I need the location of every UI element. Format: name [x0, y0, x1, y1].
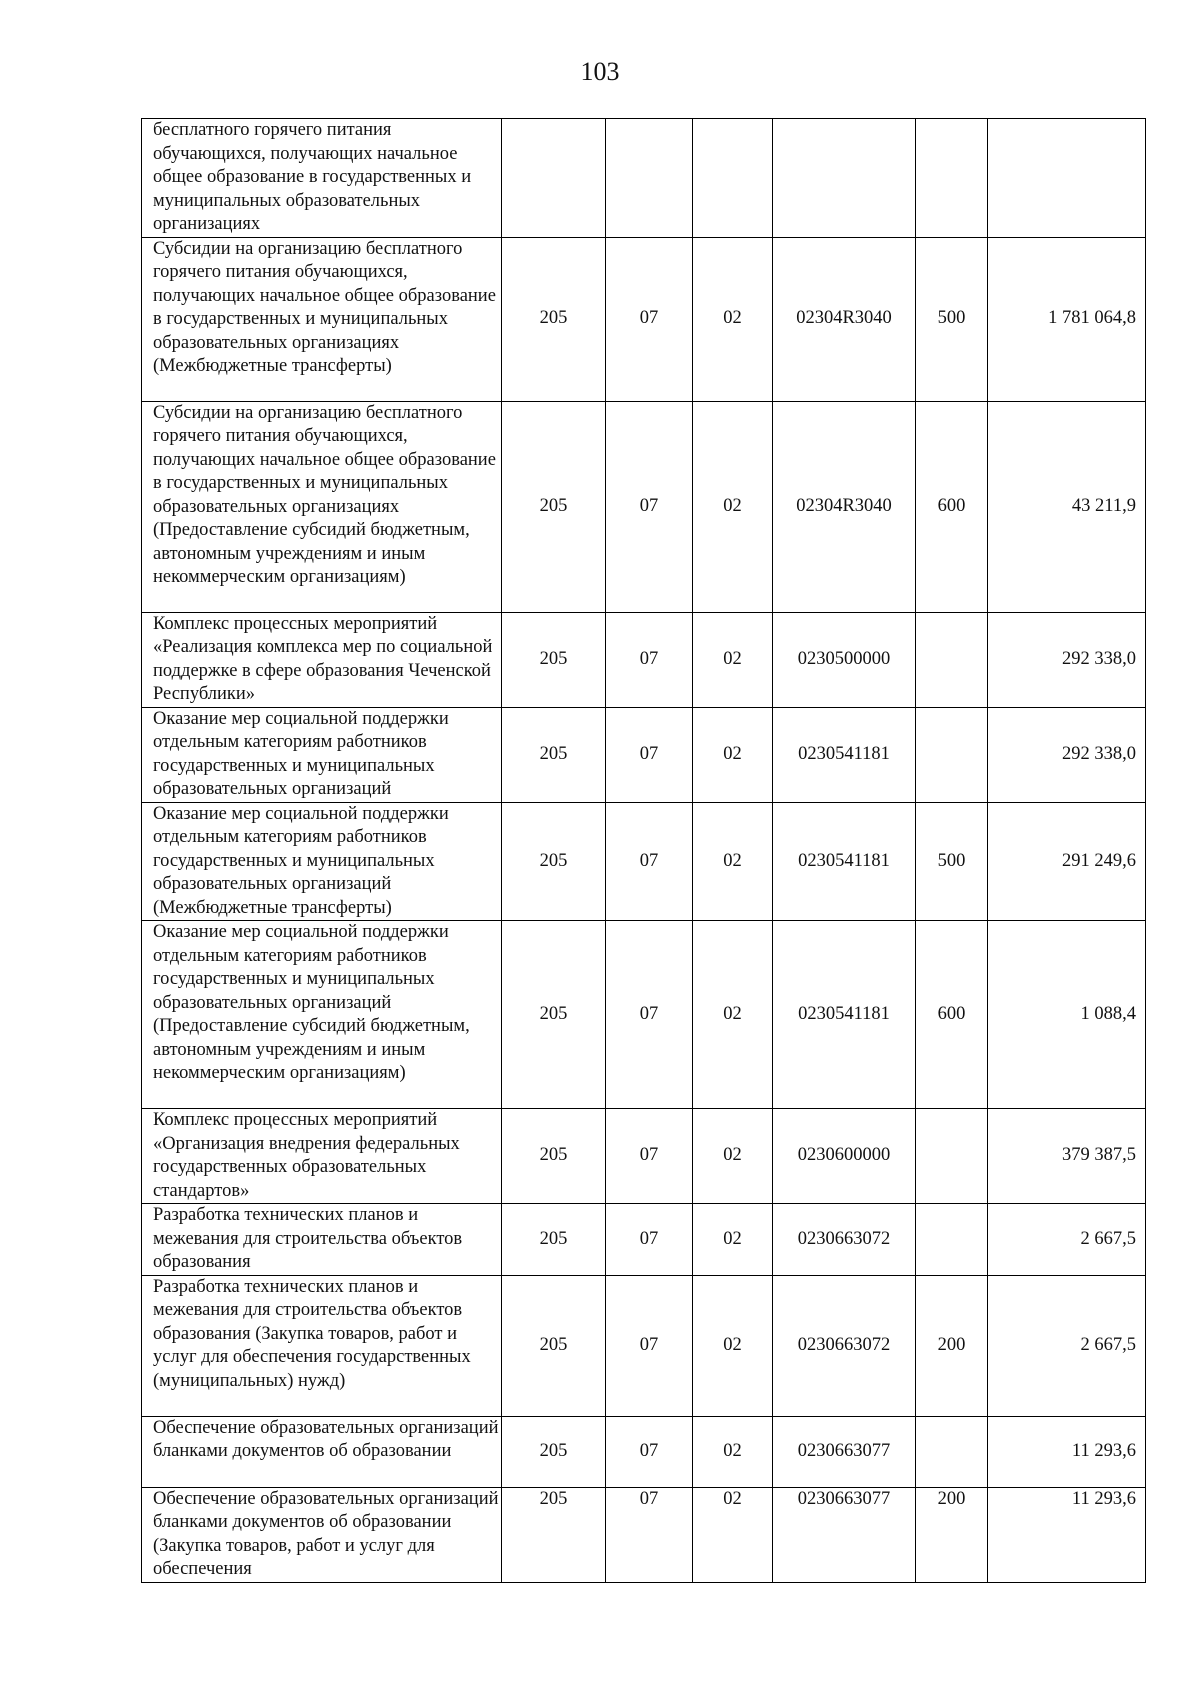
row-expense-type: 500: [916, 237, 988, 401]
row-amount: 2 667,5: [988, 1204, 1146, 1276]
row-amount: [988, 119, 1146, 238]
table-row: [142, 1204, 1146, 1276]
row-subsection: 02: [693, 1204, 773, 1276]
row-target-article: 0230663077: [773, 1487, 916, 1582]
row-target-article: 0230663072: [773, 1275, 916, 1416]
row-target-article: 0230500000: [773, 612, 916, 707]
row-expense-type: [916, 612, 988, 707]
row-amount: 291 249,6: [988, 802, 1146, 921]
row-target-article: 02304R3040: [773, 237, 916, 401]
row-section: 07: [606, 802, 693, 921]
row-amount: 11 293,6: [988, 1487, 1146, 1582]
table-row: [142, 237, 1146, 401]
row-subsection: [693, 119, 773, 238]
row-name: Субсидии на организацию бесплатного горячего питания обучающихся, получающих начальное общее образование в государственных и муниципальных образовательных организациях (Предоставление субсидий бюджетным, автономным учреждениям и иным некоммерческим организациям): [142, 401, 502, 612]
row-name: Оказание мер социальной поддержки отдельным категориям работников государственных и муниципальных образовательных организаций (Межбюджетные трансферты): [142, 802, 502, 921]
row-admin-code: 205: [502, 921, 606, 1109]
row-admin-code: 205: [502, 401, 606, 612]
row-expense-type: 500: [916, 802, 988, 921]
row-target-article: 0230600000: [773, 1109, 916, 1204]
table-row: [142, 119, 1146, 238]
row-expense-type: [916, 1204, 988, 1276]
row-subsection: 02: [693, 802, 773, 921]
row-name: Обеспечение образовательных организаций бланками документов об образовании: [142, 1416, 502, 1487]
row-target-article: 0230541181: [773, 921, 916, 1109]
row-subsection: 02: [693, 921, 773, 1109]
row-admin-code: 205: [502, 802, 606, 921]
row-subsection: 02: [693, 237, 773, 401]
row-expense-type: [916, 1416, 988, 1487]
row-subsection: 02: [693, 1275, 773, 1416]
row-subsection: 02: [693, 612, 773, 707]
row-subsection: 02: [693, 401, 773, 612]
row-name: Субсидии на организацию бесплатного горячего питания обучающихся, получающих начальное общее образование в государственных и муниципальных образовательных организациях (Межбюджетные трансферты): [142, 237, 502, 401]
row-amount: 292 338,0: [988, 612, 1146, 707]
row-amount: 379 387,5: [988, 1109, 1146, 1204]
row-target-article: [773, 119, 916, 238]
row-amount: 43 211,9: [988, 401, 1146, 612]
row-section: 07: [606, 921, 693, 1109]
row-admin-code: 205: [502, 1275, 606, 1416]
row-name: Комплекс процессных мероприятий «Организация внедрения федеральных государственных образовательных стандартов»: [142, 1109, 502, 1204]
row-section: 07: [606, 612, 693, 707]
row-expense-type: 200: [916, 1275, 988, 1416]
row-section: 07: [606, 1487, 693, 1582]
row-admin-code: 205: [502, 1204, 606, 1276]
row-amount: 292 338,0: [988, 707, 1146, 802]
row-amount: 1 781 064,8: [988, 237, 1146, 401]
row-admin-code: 205: [502, 1416, 606, 1487]
table-row: [142, 1487, 1146, 1582]
row-name: Комплекс процессных мероприятий «Реализация комплекса мер по социальной поддержке в сфере образования Чеченской Республики»: [142, 612, 502, 707]
row-expense-type: 200: [916, 1487, 988, 1582]
row-name: Обеспечение образовательных организаций бланками документов об образовании (Закупка товаров, работ и услуг для обеспечения: [142, 1487, 502, 1582]
row-amount: 2 667,5: [988, 1275, 1146, 1416]
row-name: Разработка технических планов и межевания для строительства объектов образования (Закупка товаров, работ и услуг для обеспечения государственных (муниципальных) нужд): [142, 1275, 502, 1416]
row-name: Оказание мер социальной поддержки отдельным категориям работников государственных и муниципальных образовательных организаций: [142, 707, 502, 802]
row-amount: 1 088,4: [988, 921, 1146, 1109]
row-section: 07: [606, 707, 693, 802]
table-row: [142, 707, 1146, 802]
table-row: [142, 1275, 1146, 1416]
table-row: [142, 921, 1146, 1109]
row-section: 07: [606, 1109, 693, 1204]
row-subsection: 02: [693, 1487, 773, 1582]
row-section: 07: [606, 1204, 693, 1276]
row-expense-type: [916, 119, 988, 238]
row-admin-code: [502, 119, 606, 238]
row-name: бесплатного горячего питания обучающихся, получающих начальное общее образование в государственных и муниципальных образовательных организациях: [142, 119, 502, 238]
row-target-article: 0230663077: [773, 1416, 916, 1487]
row-amount: 11 293,6: [988, 1416, 1146, 1487]
row-target-article: 0230541181: [773, 707, 916, 802]
table-row: [142, 1416, 1146, 1487]
row-target-article: 02304R3040: [773, 401, 916, 612]
row-section: 07: [606, 1275, 693, 1416]
table-row: [142, 802, 1146, 921]
row-section: [606, 119, 693, 238]
row-name: Оказание мер социальной поддержки отдельным категориям работников государственных и муниципальных образовательных организаций (Предоставление субсидий бюджетным, автономным учреждениям и иным некоммерческим организациям): [142, 921, 502, 1109]
row-target-article: 0230541181: [773, 802, 916, 921]
row-subsection: 02: [693, 707, 773, 802]
table-row: [142, 612, 1146, 707]
row-subsection: 02: [693, 1109, 773, 1204]
budget-table: [141, 118, 1146, 1583]
row-admin-code: 205: [502, 1109, 606, 1204]
row-section: 07: [606, 1416, 693, 1487]
row-expense-type: [916, 707, 988, 802]
row-expense-type: 600: [916, 401, 988, 612]
row-admin-code: 205: [502, 1487, 606, 1582]
table-row: [142, 401, 1146, 612]
row-expense-type: 600: [916, 921, 988, 1109]
row-section: 07: [606, 237, 693, 401]
row-admin-code: 205: [502, 612, 606, 707]
row-name: Разработка технических планов и межевания для строительства объектов образования: [142, 1204, 502, 1276]
row-section: 07: [606, 401, 693, 612]
row-subsection: 02: [693, 1416, 773, 1487]
row-target-article: 0230663072: [773, 1204, 916, 1276]
page-number: 103: [580, 57, 620, 86]
row-admin-code: 205: [502, 707, 606, 802]
table-row: [142, 1109, 1146, 1204]
row-expense-type: [916, 1109, 988, 1204]
row-admin-code: 205: [502, 237, 606, 401]
